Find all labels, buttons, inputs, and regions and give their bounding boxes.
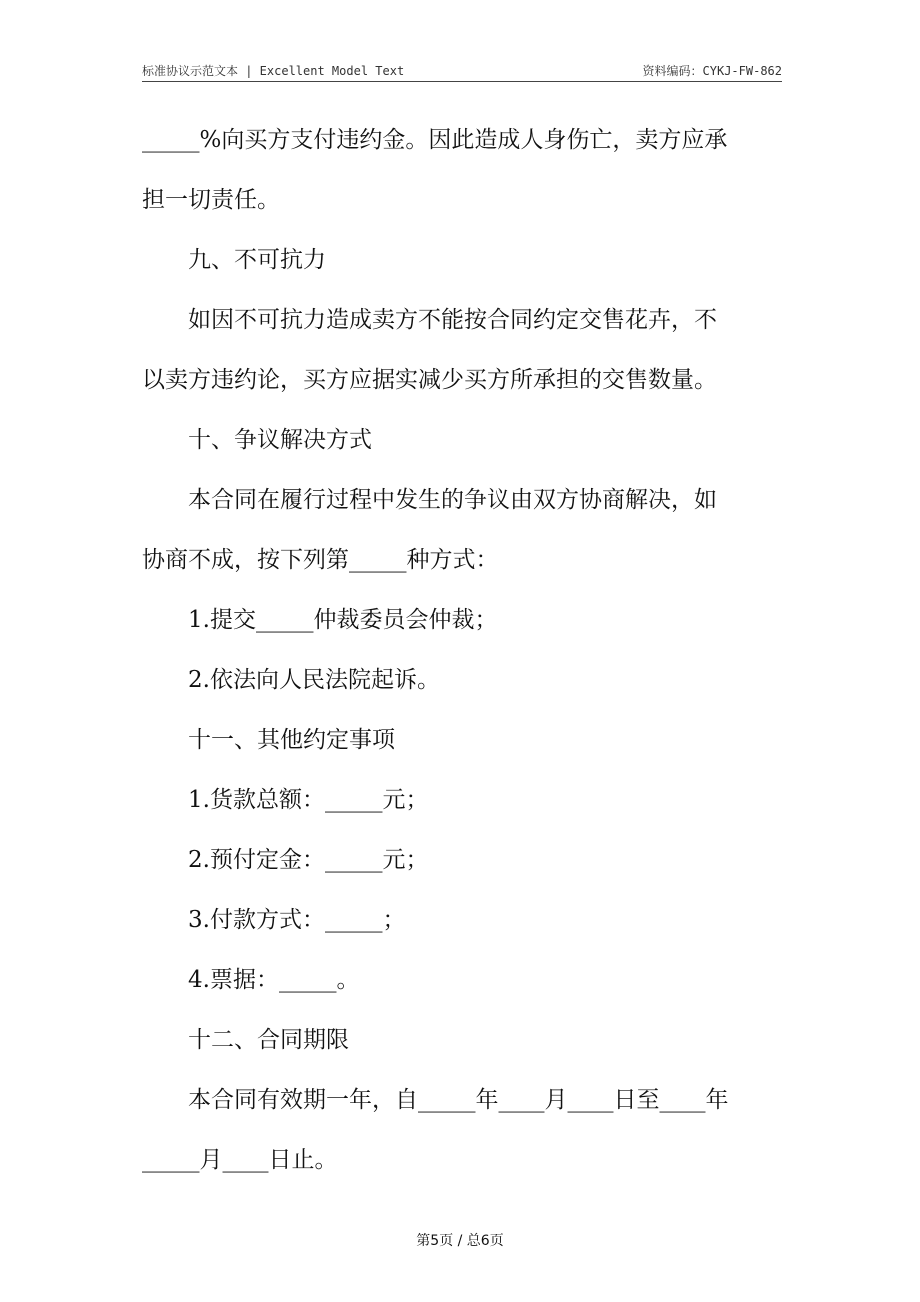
section-heading-term: 十二、合同期限	[188, 1027, 349, 1053]
paragraph-term: 本合同有效期一年，自_____年____月____日至____年	[188, 1087, 729, 1113]
paragraph-dispute-cont: 协商不成，按下列第_____种方式：	[142, 547, 499, 573]
document-body	[142, 110, 782, 1190]
list-item-invoice: 4.票据：_____。	[188, 967, 360, 993]
header-title: 标准协议示范文本 | Excellent Model Text	[142, 64, 405, 78]
section-heading-dispute: 十、争议解决方式	[188, 427, 372, 453]
paragraph-dispute: 本合同在履行过程中发生的争议由双方协商解决，如	[188, 487, 717, 513]
section-heading-force-majeure: 九、不可抗力	[188, 247, 326, 273]
page-header	[142, 62, 782, 80]
paragraph-force-majeure: 如因不可抗力造成卖方不能按合同约定交售花卉，不	[188, 307, 717, 333]
list-item-total-amount: 1.货款总额：_____元；	[188, 787, 429, 813]
list-item-payment-method: 3.付款方式：_____；	[188, 907, 406, 933]
list-item-deposit: 2.预付定金：_____元；	[188, 847, 429, 873]
list-item-arbitration: 1.提交_____仲裁委员会仲裁；	[188, 607, 498, 633]
document-code: 资料编码：CYKJ-FW-862	[642, 64, 782, 78]
section-heading-other-terms: 十一、其他约定事项	[188, 727, 395, 753]
header-divider	[142, 81, 782, 82]
page-number: 第5页 / 总6页	[416, 1233, 504, 1249]
paragraph-term-cont: _____月____日止。	[142, 1147, 338, 1173]
paragraph-penalty-end: 担一切责任。	[142, 187, 280, 213]
paragraph-force-majeure-cont: 以卖方违约论，买方应据实减少买方所承担的交售数量。	[142, 367, 717, 393]
paragraph-penalty-continued: _____%向买方支付违约金。因此造成人身伤亡，卖方应承	[142, 127, 728, 153]
list-item-lawsuit: 2.依法向人民法院起诉。	[188, 667, 440, 693]
